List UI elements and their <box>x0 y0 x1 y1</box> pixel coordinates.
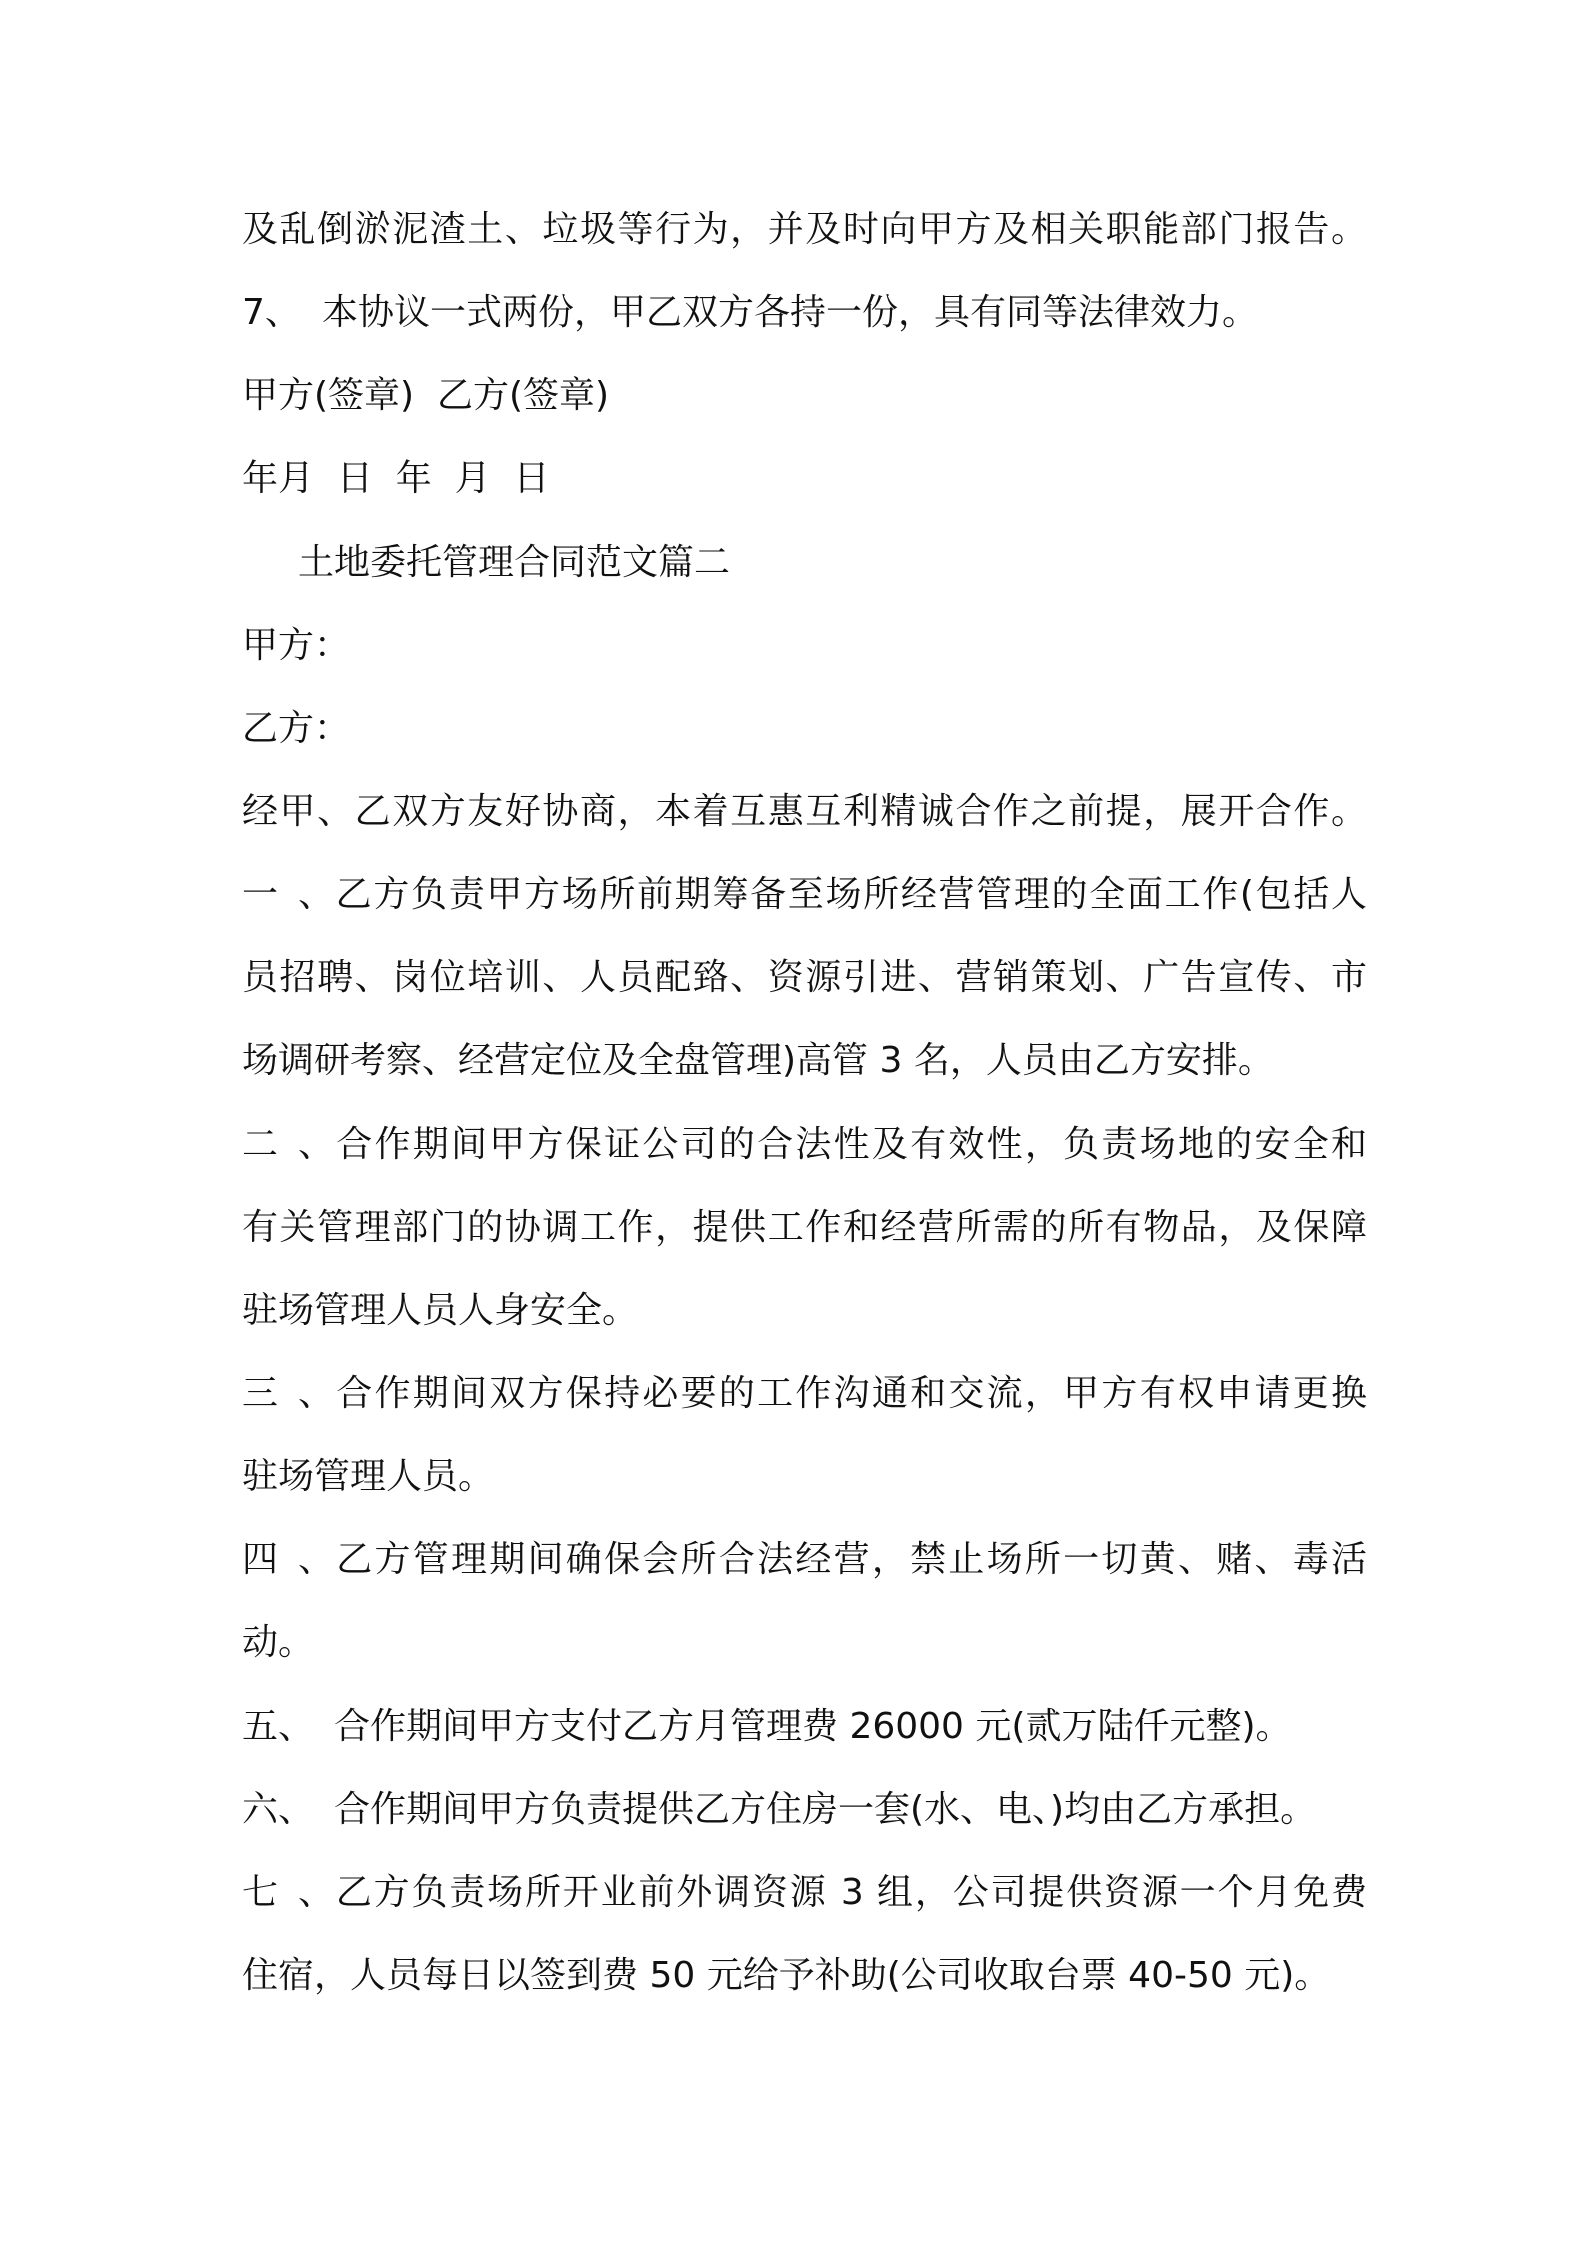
paragraph-line: 驻场管理人员。 <box>242 1456 495 1497</box>
party-b-line: 乙方： <box>242 708 351 749</box>
clause-number: 7、 <box>242 292 301 333</box>
section-title: 土地委托管理合同范文篇二 <box>298 542 731 583</box>
clause-text: 合作期间甲方支付乙方月管理费 26000 元(贰万陆仟元整)。 <box>334 1706 1292 1747</box>
clause-number: 五、 <box>242 1706 315 1747</box>
paragraph-line: 及乱倒淤泥渣土、垃圾等行为，并及时向甲方及相关职能部门报告。 <box>242 209 1367 250</box>
clause-text: 乙方负责场所开业前外调资源 3 组，公司提供资源一个月免费 <box>334 1872 1367 1913</box>
clause-text: 合作期间甲方保证公司的合法性及有效性，负责场地的安全和 <box>334 1124 1367 1165</box>
paragraph-line: 场调研考察、经营定位及全盘管理)高管 3 名，人员由乙方安排。 <box>242 1040 1274 1081</box>
clause-number: 七、 <box>242 1872 334 1913</box>
clause-1-line <box>242 865 1367 925</box>
clause-6-line <box>242 1780 1367 1840</box>
date-line: 年月 日 年 月 日 <box>242 458 550 499</box>
paragraph-line: 有关管理部门的协调工作，提供工作和经营所需的所有物品，及保障 <box>242 1207 1367 1248</box>
clause-2-line <box>242 1115 1367 1175</box>
signature-line: 甲方(签章) 乙方(签章) <box>242 375 610 416</box>
clause-text: 乙方管理期间确保会所合法经营，禁止场所一切黄、赌、毒活 <box>334 1539 1367 1580</box>
paragraph-line: 员招聘、岗位培训、人员配臵、资源引进、营销策划、广告宣传、市 <box>242 957 1367 998</box>
clause-number: 六、 <box>242 1789 315 1830</box>
clause-4-line <box>242 1530 1367 1590</box>
clause-7b-line <box>242 1863 1367 1923</box>
preamble-line: 经甲、乙双方友好协商，本着互惠互利精诚合作之前提，展开合作。 <box>242 791 1367 832</box>
clause-number: 一、 <box>242 874 334 915</box>
clause-5-line <box>242 1697 1367 1757</box>
paragraph-line: 驻场管理人员人身安全。 <box>242 1290 639 1331</box>
clause-7-line <box>242 283 1367 343</box>
clause-number: 三、 <box>242 1373 334 1414</box>
clause-text: 乙方负责甲方场所前期筹备至场所经营管理的全面工作(包括人 <box>334 874 1367 915</box>
paragraph-line: 动。 <box>242 1622 315 1663</box>
paragraph-line: 住宿，人员每日以签到费 50 元给予补助(公司收取台票 40-50 元)。 <box>242 1955 1331 1996</box>
clause-number: 四、 <box>242 1539 334 1580</box>
clause-text: 本协议一式两份，甲乙双方各持一份，具有同等法律效力。 <box>322 292 1259 333</box>
party-a-line: 甲方： <box>242 625 351 666</box>
clause-text: 合作期间甲方负责提供乙方住房一套(水、电、)均由乙方承担。 <box>334 1789 1317 1830</box>
clause-3-line <box>242 1364 1367 1424</box>
clause-number: 二、 <box>242 1124 334 1165</box>
clause-text: 合作期间双方保持必要的工作沟通和交流，甲方有权申请更换 <box>334 1373 1367 1414</box>
